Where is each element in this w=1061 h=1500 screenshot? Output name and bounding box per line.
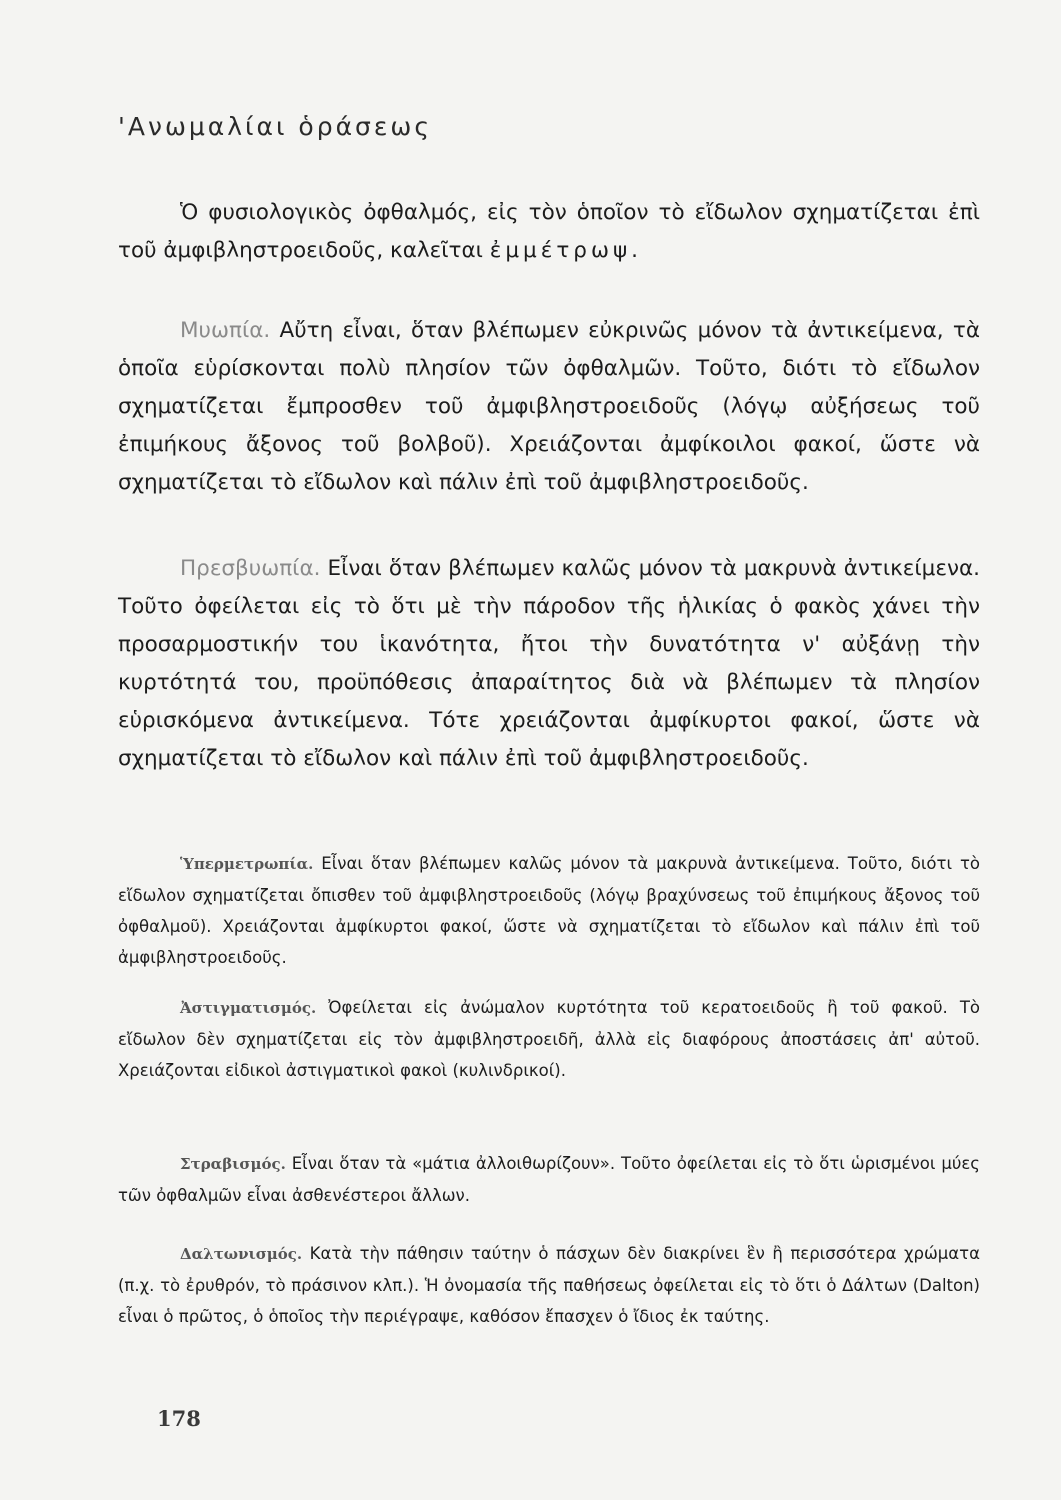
myopia-paragraph <box>118 312 980 502</box>
astigmatism-paragraph <box>118 992 980 1086</box>
page-number: 178 <box>157 1406 201 1431</box>
presbyopia-text: Εἶναι ὅταν βλέπωμεν καλῶς μόνον τὰ μακρυνὰ ἀντικείμενα. Τοῦτο ὀφείλεται εἰς τὸ ὅτι μὲ τὴν πάροδον τῆς ἡλικίας ὁ φακὸς χάνει τὴν προσαρμοστικήν του ἱκανότητα, ἤτοι τὴν δυνατότητα ν' αὐξάνῃ τὴν κυρτότητά του, προϋπόθεσις ἀπαραίτητος διὰ νὰ βλέπωμεν τὰ πλησίον εὑρισκόμενα ἀντικείμενα. Τότε χρειάζονται ἀμφίκυρτοι φακοί, ὥστε νὰ σχηματίζεται τὸ εἴδωλον καὶ πάλιν ἐπὶ τοῦ ἀμφιβληστροειδοῦς. <box>118 556 980 771</box>
hypermetropia-label: Ὑπερμετρωπία. <box>180 855 314 873</box>
myopia-label: Μυωπία. <box>180 318 271 343</box>
intro-term: ἐμμέτρωψ. <box>489 238 642 263</box>
section-heading: 'Ανωμαλίαι ὁράσεως <box>118 112 433 141</box>
strabismus-label: Στραβισμός. <box>180 1155 286 1173</box>
daltonism-paragraph <box>118 1238 980 1332</box>
astigmatism-text: Ὀφείλεται εἰς ἀνώμαλον κυρτότητα τοῦ κερατοειδοῦς ἢ τοῦ φακοῦ. Τὸ εἴδωλον δὲν σχηματίζεται εἰς τὸν ἀμφιβληστροειδῆ, ἀλλὰ εἰς διαφόρους ἀποστάσεις ἀπ' αὐτοῦ. Χρειάζονται εἰδικοὶ ἀστιγματικοὶ φακοὶ (κυλινδρικοί). <box>118 998 980 1080</box>
hypermetropia-text: Εἶναι ὅταν βλέπωμεν καλῶς μόνον τὰ μακρυνὰ ἀντικείμενα. Τοῦτο, διότι τὸ εἴδωλον σχηματίζεται ὄπισθεν τοῦ ἀμφιβληστροειδοῦς (λόγῳ βραχύνσεως τοῦ ἐπιμήκους ἄξονος τοῦ ὀφθαλμοῦ). Χρειάζονται ἀμφίκυρτοι φακοί, ὥστε νὰ σχηματίζεται τὸ εἴδωλον καὶ πάλιν ἐπὶ τοῦ ἀμφιβληστροειδοῦς. <box>118 854 980 967</box>
intro-paragraph <box>118 194 980 270</box>
daltonism-label: Δαλτωνισμός. <box>180 1245 303 1263</box>
presbyopia-label: Πρεσβυωπία. <box>180 556 321 581</box>
hypermetropia-paragraph <box>118 848 980 973</box>
daltonism-text: Κατὰ τὴν πάθησιν ταύτην ὁ πάσχων δὲν διακρίνει ἓν ἢ περισσότερα χρώματα (π.χ. τὸ ἐρυθρόν, τὸ πράσινον κλπ.). Ἡ ὀνομασία τῆς παθήσεως ὀφείλεται εἰς τὸ ὅτι ὁ Δάλτων (Dalton) εἶναι ὁ πρῶτος, ὁ ὁποῖος τὴν περιέγραψε, καθόσον ἔπασχεν ὁ ἴδιος ἐκ ταύτης. <box>118 1244 980 1326</box>
myopia-text: Αὔτη εἶναι, ὅταν βλέπωμεν εὐκρινῶς μόνον τὰ ἀντικείμενα, τὰ ὁποῖα εὑρίσκονται πολὺ πλησίον τῶν ὀφθαλμῶν. Τοῦτο, διότι τὸ εἴδωλον σχηματίζεται ἔμπροσθεν τοῦ ἀμφιβληστροειδοῦς (λόγῳ αὐξήσεως τοῦ ἐπιμήκους ἄξονος τοῦ βολβοῦ). Χρειάζονται ἀμφίκοιλοι φακοί, ὥστε νὰ σχηματίζεται τὸ εἴδωλον καὶ πάλιν ἐπὶ τοῦ ἀμφιβληστροειδοῦς. <box>118 318 980 495</box>
presbyopia-paragraph <box>118 550 980 778</box>
intro-text: Ὁ φυσιολογικὸς ὀφθαλμός, εἰς τὸν ὁποῖον τὸ εἴδωλον σχηματίζεται ἐπὶ τοῦ ἀμφιβληστροειδοῦς, καλεῖται <box>118 200 980 263</box>
strabismus-paragraph <box>118 1148 980 1211</box>
astigmatism-label: Ἀστιγματισμός. <box>180 999 317 1017</box>
strabismus-text: Εἶναι ὅταν τὰ «μάτια ἀλλοιθωρίζουν». Τοῦτο ὀφείλεται εἰς τὸ ὅτι ὡρισμένοι μύες τῶν ὀφθαλμῶν εἶναι ἀσθενέστεροι ἄλλων. <box>118 1154 980 1205</box>
